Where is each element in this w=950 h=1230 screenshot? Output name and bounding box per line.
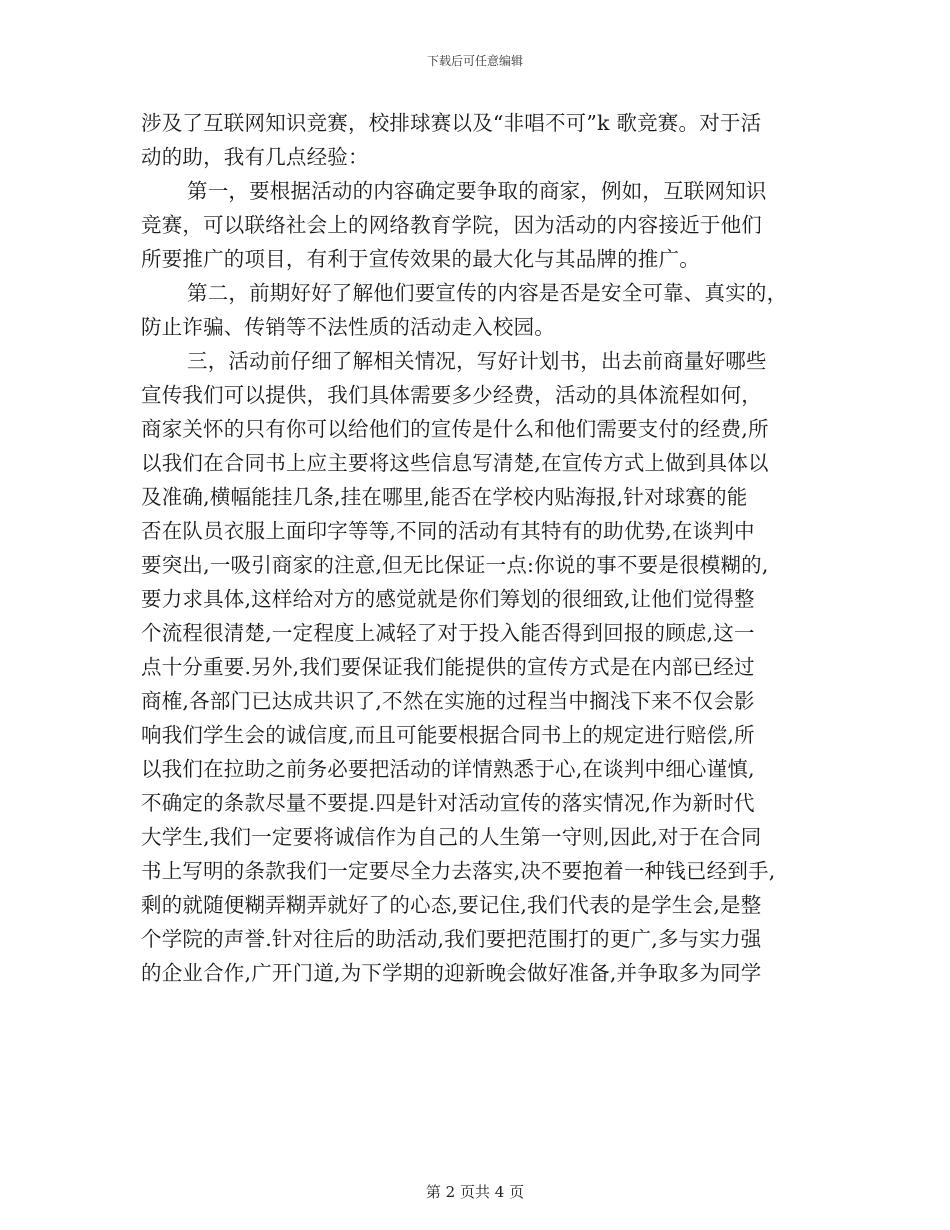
paragraph-first-line: 三，活动前仔细了解相关情况，写好计划书，出去前商量好哪些 (187, 349, 767, 373)
text-line: 的企业合作,广开门道,为下学期的迎新晚会做好准备,并争取多为同学 (141, 961, 762, 985)
text-line: 以我们在合同书上应主要将这些信息写清楚,在宣传方式上做到具体以 (141, 451, 769, 475)
text-line: 要力求具体,这样给对方的感觉就是你们筹划的很细致,让他们觉得整 (141, 587, 755, 611)
text-line: 宣传我们可以提供，我们具体需要多少经费，活动的具体流程如何， (141, 383, 762, 407)
text-line: 点十分重要.另外,我们要保证我们能提供的宣传方式是在内部已经过 (141, 655, 755, 679)
page-header: 下载后可任意编辑 (426, 54, 523, 68)
text-line: 要突出,一吸引商家的注意,但无比保证一点:你说的事不要是很模糊的, (141, 553, 769, 577)
paragraph-first-line: 第二，前期好好了解他们要宣传的内容是否是安全可靠、真实的， (187, 281, 788, 305)
text-line: 书上写明的条款我们一定要尽全力去落实,决不要抱着一种钱已经到手, (141, 859, 776, 883)
text-line: 剩的就随便糊弄糊弄就好了的心态,要记住,我们代表的是学生会,是整 (141, 893, 762, 917)
text-line: 所要推广的项目，有利于宣传效果的最大化与其品牌的推广。 (141, 247, 700, 271)
text-line: 个流程很清楚,一定程度上减轻了对于投入能否得到回报的顾虑,这一 (141, 621, 755, 645)
text-line: 动的助，我有几点经验： (141, 145, 369, 169)
text-line: 不确定的条款尽量不要提.四是针对活动宣传的落实情况,作为新时代 (141, 791, 755, 815)
text-line: 个学院的声誉.针对往后的助活动,我们要把范围打的更广,多与实力强 (141, 927, 762, 951)
document-body (141, 106, 821, 990)
text-line: 竞赛，可以联络社会上的网络教育学院，因为活动的内容接近于他们 (141, 213, 762, 237)
page-footer: 第 2 页共 4 页 (425, 1183, 525, 1201)
text-line: 以我们在拉助之前务必要把活动的详情熟悉于心,在谈判中细心谨慎, (141, 757, 755, 781)
text-line: 防止诈骗、传销等不法性质的活动走入校园。 (141, 315, 555, 339)
text-line: 及准确,横幅能挂几条,挂在哪里,能否在学校内贴海报,针对球赛的能 (141, 485, 748, 509)
text-line: 商榷,各部门已达成共识了,不然在实施的过程当中搁浅下来不仅会影 (141, 689, 755, 713)
paragraph-first-line: 第一，要根据活动的内容确定要争取的商家，例如，互联网知识 (187, 179, 767, 203)
text-line: 否在队员衣服上面印字等等,不同的活动有其特有的助优势,在谈判中 (141, 519, 755, 543)
text-line: 商家关怀的只有你可以给他们的宣传是什么和他们需要支付的经费,所 (141, 417, 769, 441)
text-line: 涉及了互联网知识竞赛，校排球赛以及“非唱不可”k 歌竞赛。对于活 (141, 111, 762, 135)
text-line: 大学生,我们一定要将诚信作为自己的人生第一守则,因此,对于在合同 (141, 825, 762, 849)
text-line: 响我们学生会的诚信度,而且可能要根据合同书上的规定进行赔偿,所 (141, 723, 755, 747)
